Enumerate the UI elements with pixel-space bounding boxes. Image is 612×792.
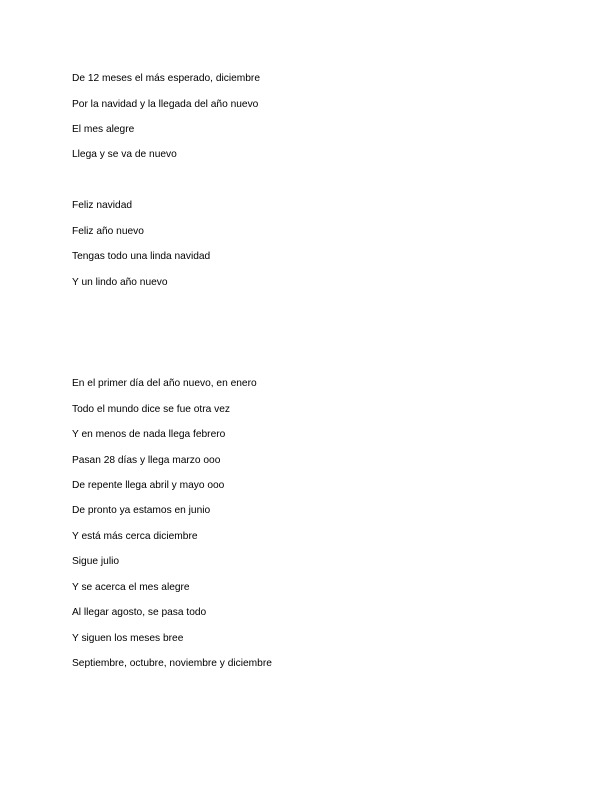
poem-line: En el primer día del año nuevo, en enero [72,378,257,389]
poem-line: Septiembre, octubre, noviembre y diciembre [72,658,272,669]
poem-line: Y está más cerca diciembre [72,531,198,542]
poem-line: Y se acerca el mes alegre [72,582,190,593]
poem-line: Por la navidad y la llegada del año nuevo [72,99,259,110]
poem-line: Tengas todo una linda navidad [72,251,211,262]
poem-line: Feliz navidad [72,200,133,211]
poem-line: Y siguen los meses bree [72,633,184,644]
poem-line: Feliz año nuevo [72,226,144,237]
poem-line: Y en menos de nada llega febrero [72,429,226,440]
poem-line: Sigue julio [72,556,120,567]
poem-line: Y un lindo año nuevo [72,277,168,288]
poem-line: Al llegar agosto, se pasa todo [72,607,207,618]
poem-line: De 12 meses el más esperado, diciembre [72,73,260,84]
poem-line: Todo el mundo dice se fue otra vez [72,404,230,415]
poem-line: El mes alegre [72,124,135,135]
poem-line: De pronto ya estamos en junio [72,505,211,516]
poem-line: Pasan 28 días y llega marzo ooo [72,455,221,466]
poem-line: De repente llega abril y mayo ooo [72,480,225,491]
poem-line: Llega y se va de nuevo [72,149,177,160]
